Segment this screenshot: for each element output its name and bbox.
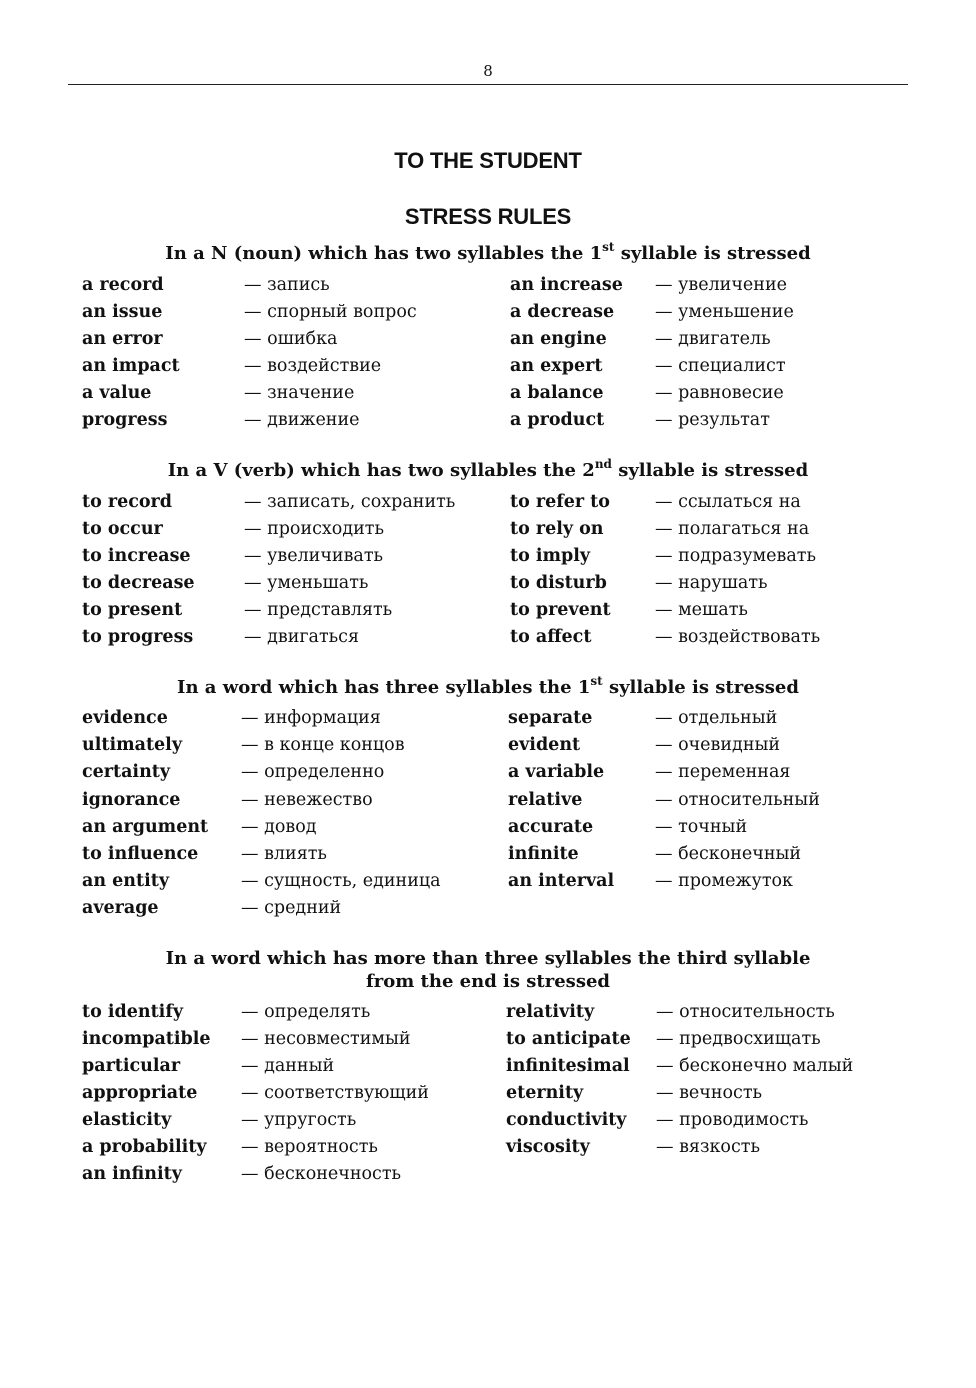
vocab-term: to decrease	[82, 573, 195, 593]
vocab-term: an error	[82, 329, 163, 349]
vocab-translation: — соответствующий	[241, 1083, 429, 1103]
vocab-translation: — записать, сохранить	[244, 492, 456, 512]
vocab-row	[0, 732, 976, 759]
vocab-row	[0, 299, 976, 326]
vocab-term: to record	[82, 492, 172, 512]
vocab-translation: — воздействие	[244, 356, 382, 376]
vocab-term: to influence	[82, 844, 199, 864]
vocab-translation: — определенно	[241, 762, 385, 783]
vocab-translation: — точный	[655, 816, 748, 837]
vocab-translation: — относительный	[655, 789, 820, 810]
vocab-translation: — движение	[244, 410, 360, 430]
vocab-translation: — довод	[241, 816, 317, 837]
vocab-translation: — относительность	[656, 1002, 835, 1022]
vocab-translation: — переменная	[655, 762, 791, 783]
vocab-translation: — влиять	[241, 844, 327, 864]
vocab-translation: — данный	[241, 1056, 335, 1076]
vocab-term: a value	[82, 383, 152, 403]
vocab-term: a decrease	[510, 302, 615, 322]
vocab-row	[0, 624, 976, 651]
vocab-row	[0, 407, 976, 434]
vocab-translation: — вязкость	[656, 1137, 760, 1157]
vocab-term: to refer to	[510, 492, 610, 512]
vocab-translation: — увеличивать	[244, 546, 384, 566]
vocab-translation: — уменьшать	[244, 573, 369, 593]
rule-heading-line: from the end is stressed	[366, 971, 610, 992]
vocab-term: to affect	[510, 627, 592, 647]
vocab-row	[0, 1107, 976, 1134]
vocab-term: to present	[82, 600, 183, 620]
vocab-row	[0, 1053, 976, 1080]
rule-heading-noun: In a N (noun) which has two syllables the 1st syllable is stressed	[165, 240, 811, 264]
vocab-term: to rely on	[510, 519, 604, 539]
vocab-translation: — полагаться на	[655, 519, 810, 539]
vocab-row	[0, 1080, 976, 1107]
vocab-term: average	[82, 898, 159, 919]
vocab-term: separate	[508, 708, 593, 728]
vocab-translation: — равновесие	[655, 383, 784, 403]
vocab-translation: — запись	[244, 275, 330, 295]
vocab-term: to progress	[82, 627, 194, 647]
header-rule	[68, 84, 908, 85]
vocab-term: an increase	[510, 275, 623, 295]
vocab-translation: — результат	[655, 410, 770, 430]
vocab-term: conductivity	[506, 1110, 627, 1130]
vocab-translation: — уменьшение	[655, 302, 794, 322]
vocab-term: an expert	[510, 356, 603, 376]
vocab-term: to anticipate	[506, 1029, 631, 1049]
vocab-row	[0, 705, 976, 732]
rule-heading-line: In a word which has more than three syllables the third syllable	[165, 948, 811, 969]
vocab-translation: — значение	[244, 383, 355, 403]
vocab-term: a product	[510, 410, 605, 430]
vocab-term: to identify	[82, 1002, 184, 1022]
vocab-row	[0, 326, 976, 353]
vocab-term: ultimately	[82, 735, 182, 756]
vocab-term: to increase	[82, 546, 191, 566]
vocab-row	[0, 543, 976, 570]
vocab-row	[0, 868, 976, 895]
vocab-term: an impact	[82, 356, 180, 376]
vocab-translation: — специалист	[655, 356, 786, 376]
vocab-translation: — мешать	[655, 600, 748, 620]
vocab-term: infinite	[508, 844, 579, 864]
section-title: STRESS RULES	[404, 204, 572, 229]
vocab-translation: — воздействовать	[655, 627, 821, 647]
vocab-row	[0, 570, 976, 597]
vocab-row	[0, 516, 976, 543]
vocab-term: evidence	[82, 708, 168, 728]
rule-heading-three-syllables: In a word which has three syllables the 1st syllable is stressed	[177, 674, 799, 698]
vocab-term: an engine	[510, 329, 607, 349]
vocab-term: an infinity	[82, 1164, 182, 1184]
vocab-translation: — очевидный	[655, 735, 781, 756]
vocab-translation: — подразумевать	[655, 546, 816, 566]
vocab-term: infinitesimal	[506, 1056, 630, 1076]
vocab-term: eternity	[506, 1083, 584, 1103]
vocab-translation: — увеличение	[655, 275, 787, 295]
vocab-row	[0, 787, 976, 814]
vocab-translation: — отдельный	[655, 708, 778, 728]
vocab-translation: — происходить	[244, 519, 384, 539]
vocab-term: ignorance	[82, 789, 181, 810]
vocab-translation: — двигаться	[244, 627, 360, 647]
vocab-term: an interval	[508, 871, 615, 892]
vocab-term: certainty	[82, 762, 171, 783]
vocab-term: a variable	[508, 762, 605, 783]
vocab-translation: — нарушать	[655, 573, 768, 593]
vocab-term: an entity	[82, 871, 169, 892]
vocab-translation: — сущность, единица	[241, 871, 441, 892]
vocab-term: to disturb	[510, 573, 607, 593]
rule-heading-verb: In a V (verb) which has two syllables the 2nd syllable is stressed	[167, 457, 809, 481]
vocab-translation: — ошибка	[244, 329, 338, 349]
vocab-term: an issue	[82, 302, 163, 322]
page-number: 8	[483, 62, 493, 80]
vocab-translation: — представлять	[244, 600, 393, 620]
vocab-term: progress	[82, 410, 168, 430]
vocab-translation: — двигатель	[655, 329, 771, 349]
vocab-term: to imply	[510, 546, 591, 566]
vocab-term: a record	[82, 275, 164, 295]
vocab-row	[0, 380, 976, 407]
vocab-term: incompatible	[82, 1029, 211, 1049]
vocab-term: a balance	[510, 383, 604, 403]
vocab-term: to occur	[82, 519, 163, 539]
vocab-term: an argument	[82, 816, 209, 837]
vocab-row	[0, 841, 976, 868]
vocab-translation: — в конце концов	[241, 735, 405, 756]
vocab-term: evident	[508, 735, 581, 756]
vocab-translation: — упругость	[241, 1110, 357, 1130]
vocab-term: relative	[508, 789, 583, 810]
vocab-row	[0, 1134, 976, 1161]
vocab-translation: — бесконечный	[655, 844, 802, 864]
page-title: TO THE STUDENT	[394, 148, 582, 173]
vocab-translation: — средний	[241, 898, 342, 919]
vocab-translation: — бесконечно малый	[656, 1056, 854, 1076]
vocab-row	[0, 895, 976, 922]
vocab-translation: — бесконечность	[241, 1164, 402, 1184]
vocab-term: elasticity	[82, 1110, 172, 1130]
vocab-translation: — вероятность	[241, 1137, 378, 1157]
vocab-translation: — промежуток	[655, 871, 793, 892]
vocab-row	[0, 999, 976, 1026]
vocab-translation: — проводимость	[656, 1110, 809, 1130]
vocab-translation: — спорный вопрос	[244, 302, 417, 322]
vocab-translation: — информация	[241, 708, 381, 728]
vocab-term: particular	[82, 1056, 181, 1076]
vocab-row	[0, 814, 976, 841]
vocab-translation: — предвосхищать	[656, 1029, 821, 1049]
vocab-term: to prevent	[510, 600, 611, 620]
vocab-row	[0, 1161, 976, 1188]
vocab-row	[0, 272, 976, 299]
vocab-term: a probability	[82, 1137, 207, 1157]
rule-heading-more-syllables	[0, 947, 976, 993]
vocab-term: viscosity	[506, 1137, 590, 1157]
vocab-term: appropriate	[82, 1083, 198, 1103]
vocab-term: relativity	[506, 1002, 595, 1022]
vocab-translation: — ссылаться на	[655, 492, 801, 512]
vocab-term: accurate	[508, 816, 594, 837]
vocab-row	[0, 1026, 976, 1053]
vocab-row	[0, 597, 976, 624]
vocab-translation: — определять	[241, 1002, 371, 1022]
vocab-row	[0, 353, 976, 380]
vocab-translation: — вечность	[656, 1083, 763, 1103]
vocab-row	[0, 759, 976, 786]
vocab-row	[0, 489, 976, 516]
vocab-translation: — невежество	[241, 789, 373, 810]
vocab-translation: — несовместимый	[241, 1029, 411, 1049]
